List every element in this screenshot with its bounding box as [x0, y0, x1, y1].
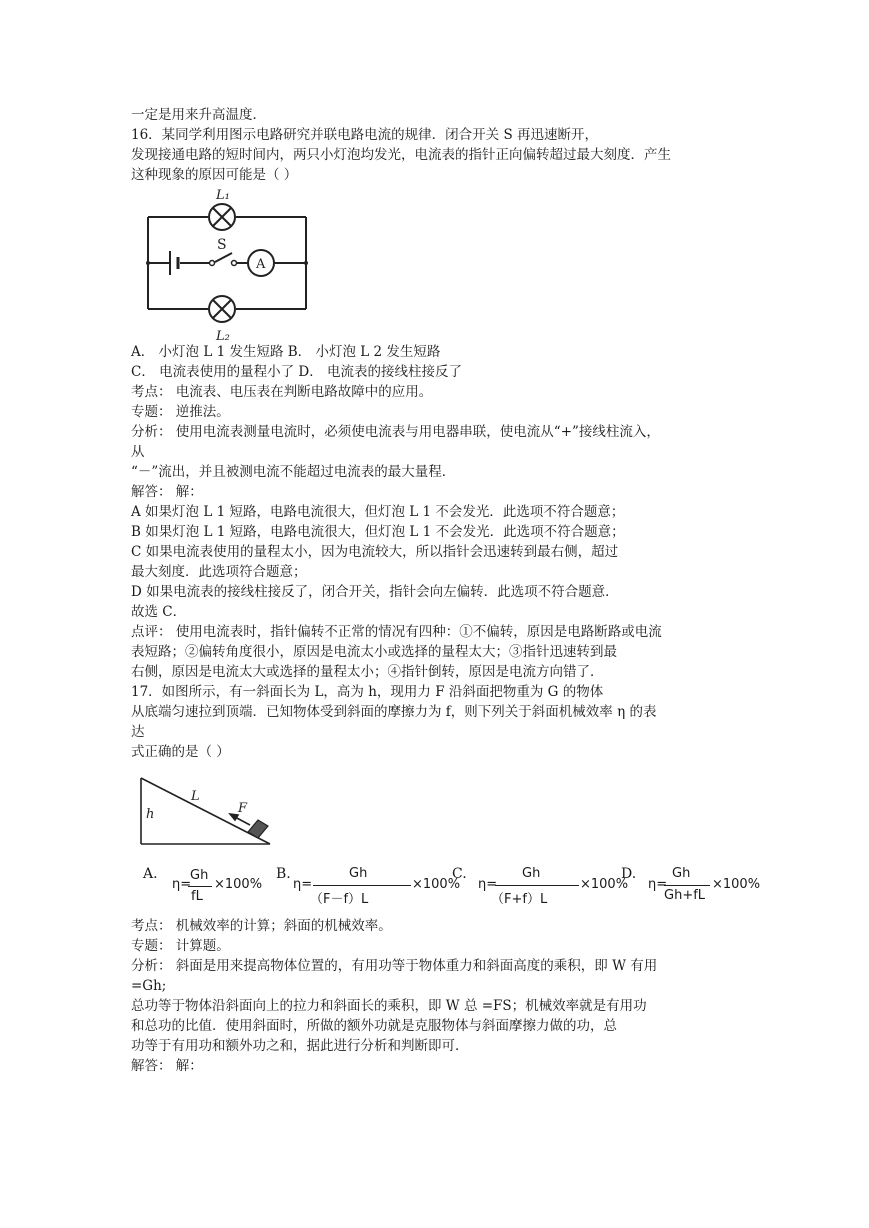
circuit-diagram: [140, 183, 320, 343]
ammeter-label: A: [256, 257, 266, 272]
numerator: Gh: [190, 868, 209, 883]
text-line: 总功等于物体沿斜面向上的拉力和斜面长的乘积，即 W 总 =FS；机械效率就是有用功: [131, 998, 647, 1014]
text-line: 表短路；②偏转角度很小，原因是电流太小或选择的量程太大；③指针迅速转到最: [131, 644, 617, 660]
denominator: （F+f）L: [491, 892, 548, 907]
lamp-l2-label: L₂: [216, 329, 230, 343]
eta-symbol: η=: [293, 877, 313, 892]
text-line: =Gh;: [131, 978, 167, 994]
text-line: B 如果灯泡 L 1 短路，电路电流很大，但灯泡 L 1 不会发光．此选项不符合题意；: [131, 524, 625, 540]
text-line: A 如果灯泡 L 1 短路，电路电流很大，但灯泡 L 1 不会发光．此选项不符合题意；: [131, 504, 625, 520]
options-line: C． 电流表使用的量程小了 D． 电流表的接线柱接反了: [131, 364, 463, 380]
percent: ×100%: [412, 877, 461, 892]
force-label: F: [238, 801, 248, 816]
text-line: 最大刻度．此选项符合题意；: [131, 564, 307, 580]
question-17-title: 17．如图所示，有一斜面长为 L，高为 h，现用力 F 沿斜面把物重为 G 的物体: [131, 684, 604, 700]
text-line: 故选 C．: [131, 604, 187, 620]
numerator: Gh: [522, 866, 541, 881]
text-line: 分析： 斜面是用来提高物体位置的，有用功等于物体重力和斜面高度的乘积，即 W 有用: [131, 958, 658, 974]
text-line: 分析： 使用电流表测量电流时，必须使电流表与用电器串联，使电流从“+”接线柱流入，: [131, 424, 660, 440]
text-line: C 如果电流表使用的量程太小，因为电流较大，所以指针会迅速转到最右侧，超过: [131, 544, 619, 560]
text-line: 解答： 解：: [131, 1058, 203, 1074]
option-letter: D.: [621, 866, 637, 882]
text-line: 达: [131, 724, 145, 740]
text-line: D 如果电流表的接线柱接反了，闭合开关，指针会向左偏转．此选项不符合题意．: [131, 584, 619, 600]
percent: ×100%: [580, 877, 629, 892]
text-line: 一定是用来升高温度．: [131, 107, 266, 123]
eta-symbol: η=: [648, 877, 668, 892]
lamp-l1-icon: [209, 204, 235, 230]
switch-icon: [210, 261, 237, 266]
lamp-l2-icon: [209, 296, 235, 322]
percent: ×100%: [214, 877, 263, 892]
numerator: Gh: [672, 866, 691, 881]
text-line: 考点： 电流表、电压表在判断电路故障中的应用。: [131, 384, 433, 400]
options-line: A． 小灯泡 L 1 发生短路 B． 小灯泡 L 2 发生短路: [131, 344, 441, 360]
question-16-title: 16．某同学利用图示电路研究并联电路电流的规律．闭合开关 S 再迅速断开，: [131, 127, 599, 143]
text-line: 发现接通电路的短时间内，两只小灯泡均发光，电流表的指针正向偏转超过最大刻度．产生: [131, 147, 671, 163]
text-line: “－”流出，并且被测电流不能超过电流表的最大量程．: [131, 464, 456, 480]
numerator: Gh: [349, 866, 368, 881]
text-line: 从: [131, 444, 145, 460]
block-icon: [248, 820, 268, 838]
eta-symbol: η=: [172, 877, 192, 892]
text-line: 右侧，原因是电流太大或选择的量程太小；④指针倒转，原因是电流方向错了．: [131, 664, 604, 680]
option-letter: B.: [276, 866, 291, 882]
text-line: 专题： 计算题。: [131, 938, 230, 954]
text-line: 点评： 使用电流表时，指针偏转不正常的情况有四种：①不偏转，原因是电路断路或电流: [131, 624, 662, 640]
text-line: 考点： 机械效率的计算；斜面的机械效率。: [131, 918, 392, 934]
percent: ×100%: [712, 877, 761, 892]
text-line: 和总功的比值．使用斜面时，所做的额外功就是克服物体与斜面摩擦力做的功，总: [131, 1018, 617, 1034]
text-line: 式正确的是（ ）: [131, 744, 230, 760]
text-line: 专题： 逆推法。: [131, 404, 230, 420]
text-line: 解答： 解：: [131, 484, 203, 500]
option-letter: A.: [143, 866, 158, 882]
incline-diagram: [138, 770, 278, 850]
height-label: h: [146, 807, 155, 822]
text-line: 功等于有用功和额外功之和，据此进行分析和判断即可．: [131, 1038, 469, 1054]
length-label: L: [191, 789, 200, 804]
text-line: 这种现象的原因可能是（ ）: [131, 167, 298, 183]
denominator: Gh+fL: [664, 888, 706, 903]
eta-symbol: η=: [478, 877, 498, 892]
text-line: 从底端匀速拉到顶端．已知物体受到斜面的摩擦力为 f，则下列关于斜面机械效率 η 的表: [131, 704, 657, 720]
denominator: （F－f）L: [310, 892, 369, 907]
battery-icon: [170, 251, 178, 275]
switch-label: S: [217, 237, 227, 253]
denominator: fL: [191, 889, 203, 904]
option-letter: C.: [452, 866, 467, 882]
lamp-l1-label: L₁: [216, 188, 230, 203]
